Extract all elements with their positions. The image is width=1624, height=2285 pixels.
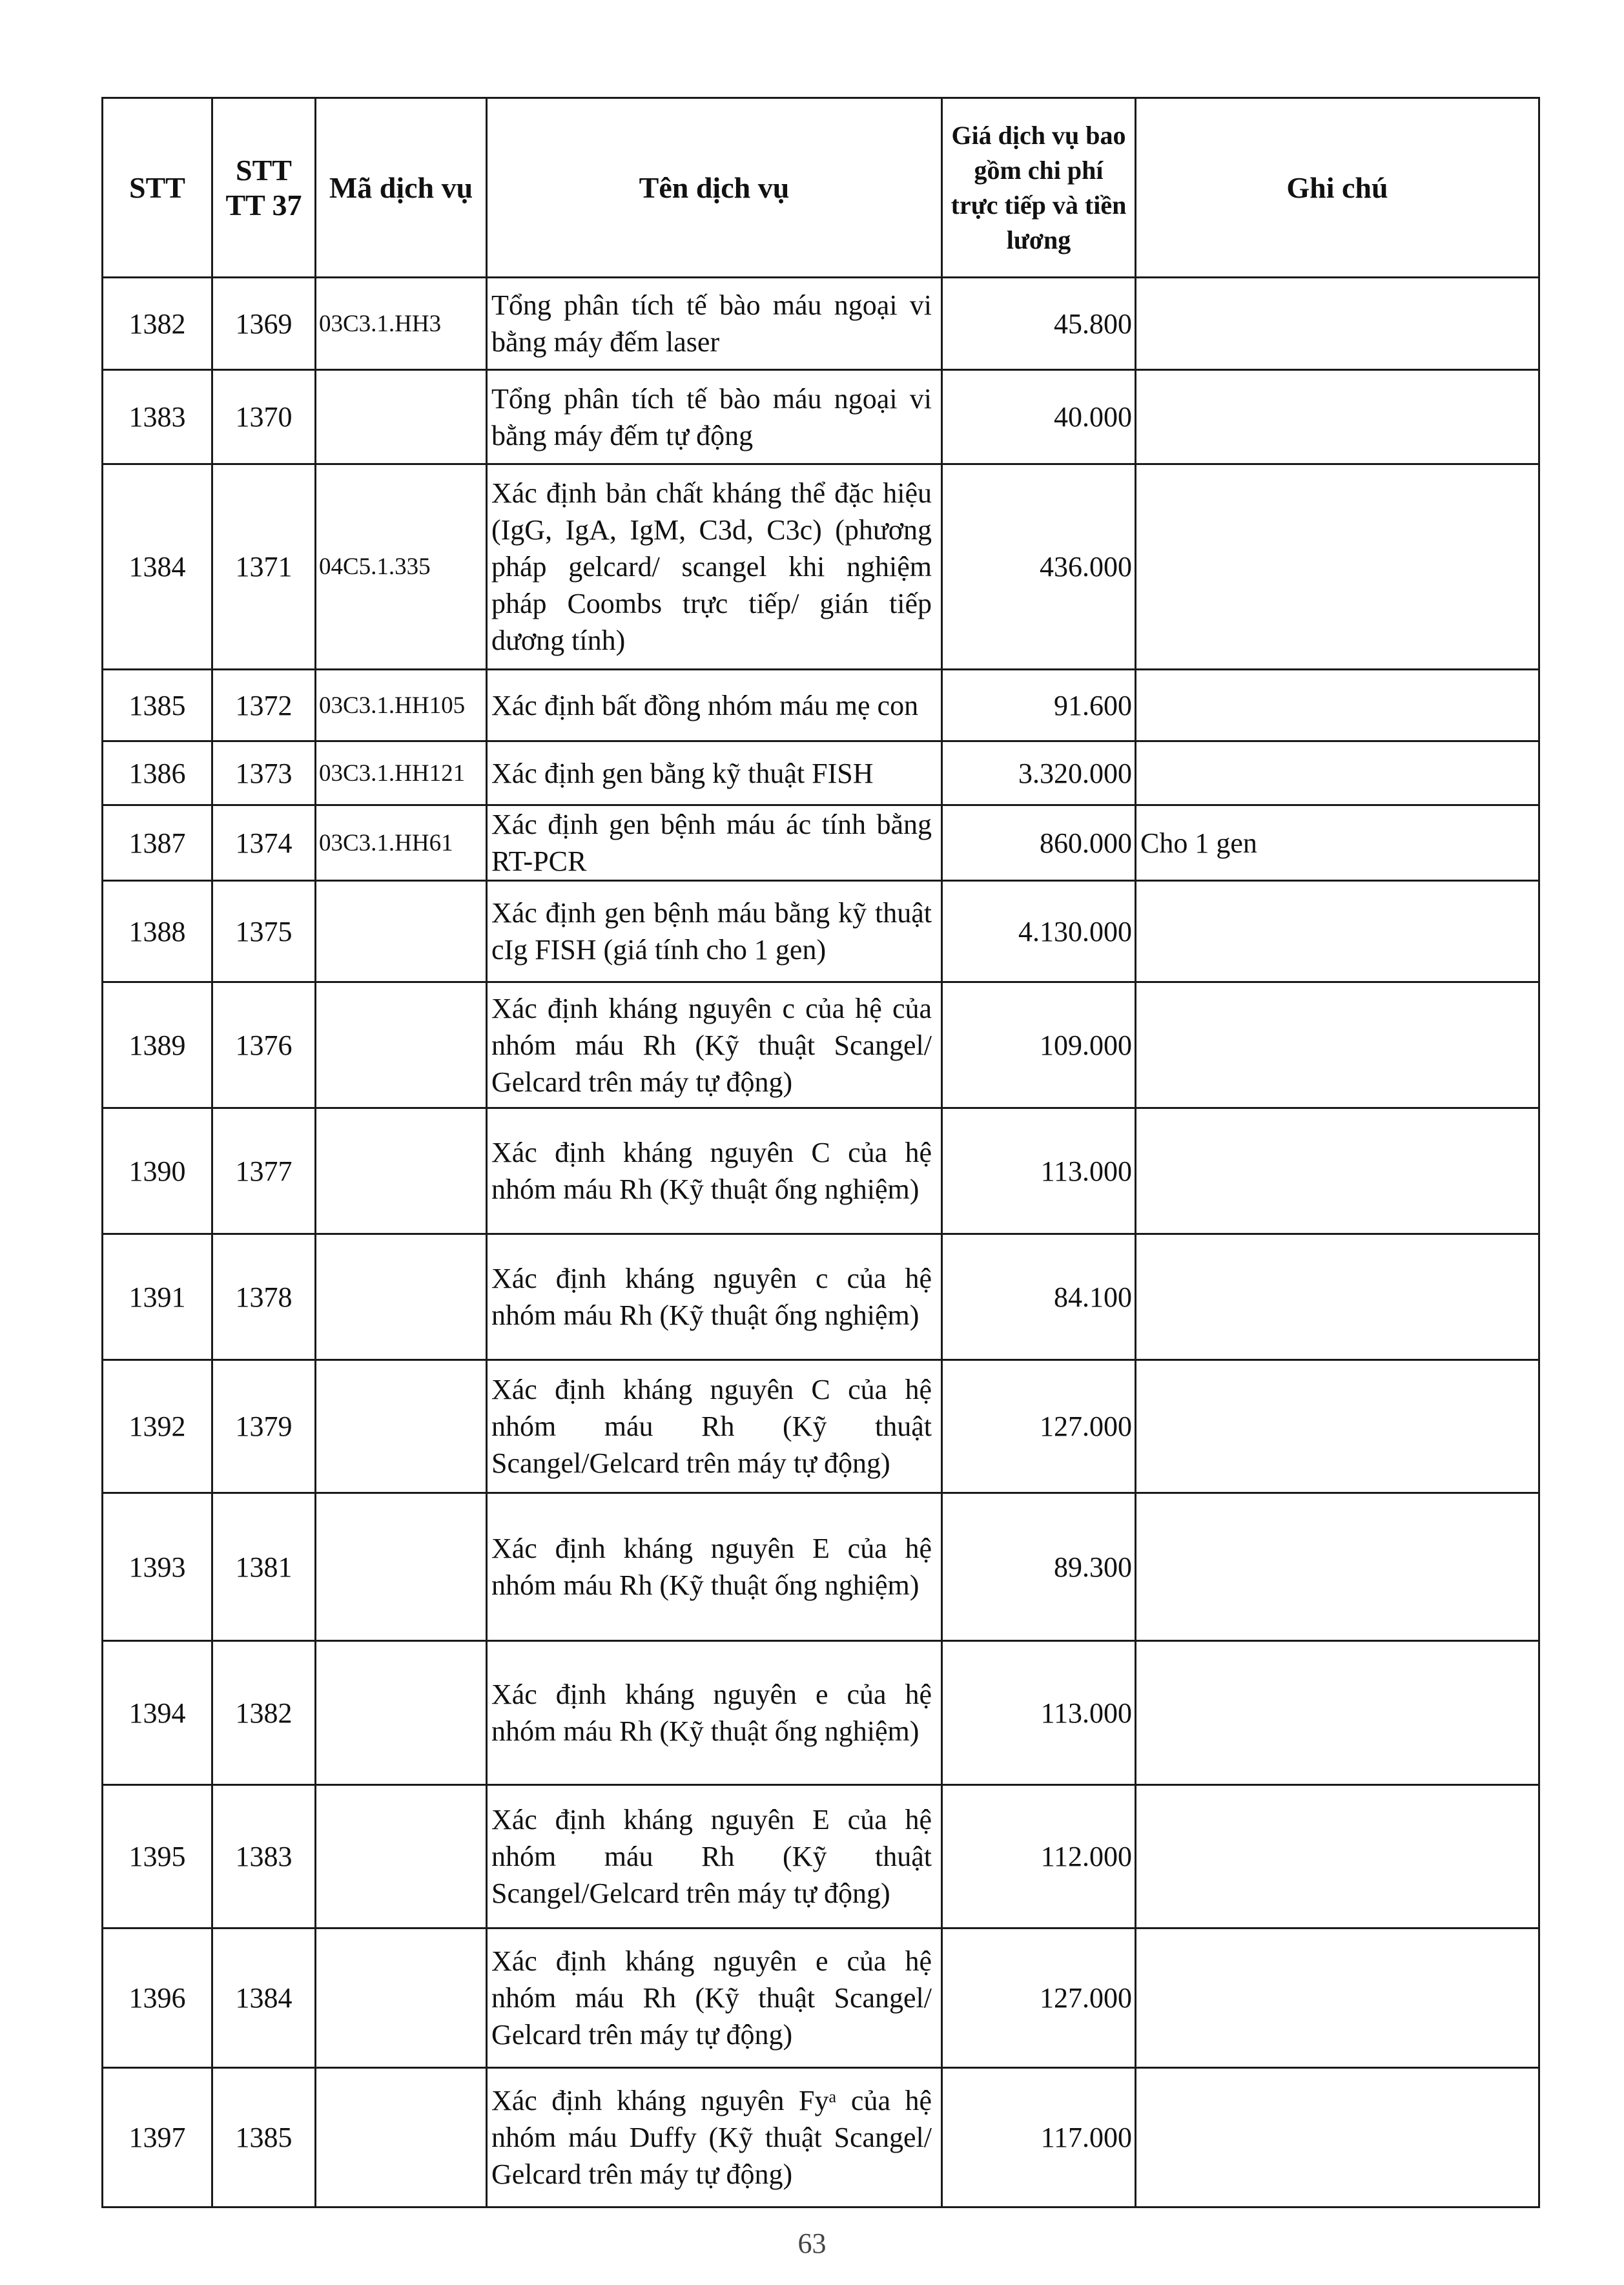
header-note: Ghi chú xyxy=(1136,98,1539,278)
row-price: 84.100 xyxy=(942,1234,1136,1360)
row-note xyxy=(1136,1785,1539,1928)
row-service-name: Tổng phân tích tế bào máu ngoại vi bằng máy đếm laser xyxy=(487,278,942,370)
row-stt-tt37: 1381 xyxy=(212,1493,316,1641)
row-service-code xyxy=(316,1108,487,1234)
table-row xyxy=(103,1785,1539,1928)
row-service-code xyxy=(316,881,487,982)
row-price: 45.800 xyxy=(942,278,1136,370)
row-price: 4.130.000 xyxy=(942,881,1136,982)
table-row xyxy=(103,370,1539,464)
row-note xyxy=(1136,370,1539,464)
header-service-name: Tên dịch vụ xyxy=(487,98,942,278)
row-service-name: Xác định kháng nguyên e của hệ nhóm máu Rh (Kỹ thuật Scangel/ Gelcard trên máy tự động) xyxy=(487,1928,942,2068)
row-stt: 1390 xyxy=(103,1108,212,1234)
row-note: Cho 1 gen xyxy=(1136,805,1539,881)
table-row xyxy=(103,1928,1539,2068)
row-price: 127.000 xyxy=(942,1360,1136,1493)
row-note xyxy=(1136,278,1539,370)
row-service-name: Xác định kháng nguyên C của hệ nhóm máu Rh (Kỹ thuật ống nghiệm) xyxy=(487,1108,942,1234)
row-service-code xyxy=(316,1360,487,1493)
row-service-code: 03C3.1.HH3 xyxy=(316,278,487,370)
row-note xyxy=(1136,1493,1539,1641)
row-stt-tt37: 1385 xyxy=(212,2068,316,2207)
row-service-code xyxy=(316,1785,487,1928)
row-service-code xyxy=(316,2068,487,2207)
row-service-name: Xác định kháng nguyên Fyᵃ của hệ nhóm máu Duffy (Kỹ thuật Scangel/ Gelcard trên máy tự động) xyxy=(487,2068,942,2207)
row-stt-tt37: 1371 xyxy=(212,464,316,670)
row-stt: 1397 xyxy=(103,2068,212,2207)
row-service-name: Xác định kháng nguyên c của hệ nhóm máu Rh (Kỹ thuật ống nghiệm) xyxy=(487,1234,942,1360)
table-row xyxy=(103,1108,1539,1234)
row-stt-tt37: 1373 xyxy=(212,741,316,805)
row-note xyxy=(1136,1234,1539,1360)
row-service-code xyxy=(316,1234,487,1360)
row-note xyxy=(1136,1641,1539,1785)
table-row xyxy=(103,278,1539,370)
row-price: 113.000 xyxy=(942,1641,1136,1785)
row-stt-tt37: 1372 xyxy=(212,670,316,741)
row-note xyxy=(1136,2068,1539,2207)
row-price: 40.000 xyxy=(942,370,1136,464)
table-row xyxy=(103,805,1539,881)
row-service-name: Xác định bản chất kháng thể đặc hiệu (IgG, IgA, IgM, C3d, C3c) (phương pháp gelcard/ scangel khi nghiệm pháp Coombs trực tiếp/ gián tiếp dương tính) xyxy=(487,464,942,670)
row-service-name: Xác định kháng nguyên E của hệ nhóm máu Rh (Kỹ thuật ống nghiệm) xyxy=(487,1493,942,1641)
table-row xyxy=(103,1493,1539,1641)
row-price: 109.000 xyxy=(942,982,1136,1108)
row-service-name: Xác định gen bệnh máu bằng kỹ thuật cIg FISH (giá tính cho 1 gen) xyxy=(487,881,942,982)
table-row xyxy=(103,1641,1539,1785)
row-stt: 1389 xyxy=(103,982,212,1108)
row-service-name: Xác định kháng nguyên e của hệ nhóm máu Rh (Kỹ thuật ống nghiệm) xyxy=(487,1641,942,1785)
row-note xyxy=(1136,1360,1539,1493)
header-row xyxy=(103,98,1539,278)
row-service-name: Xác định bất đồng nhóm máu mẹ con xyxy=(487,670,942,741)
row-stt-tt37: 1382 xyxy=(212,1641,316,1785)
table-row xyxy=(103,1360,1539,1493)
row-service-code xyxy=(316,370,487,464)
header-stt: STT xyxy=(103,98,212,278)
row-stt: 1392 xyxy=(103,1360,212,1493)
table-row xyxy=(103,2068,1539,2207)
row-stt-tt37: 1375 xyxy=(212,881,316,982)
header-stt-tt37: STT TT 37 xyxy=(212,98,316,278)
table-row xyxy=(103,741,1539,805)
row-price: 113.000 xyxy=(942,1108,1136,1234)
row-stt-tt37: 1384 xyxy=(212,1928,316,2068)
price-table xyxy=(101,97,1540,2208)
row-stt-tt37: 1378 xyxy=(212,1234,316,1360)
row-service-code: 04C5.1.335 xyxy=(316,464,487,670)
row-stt-tt37: 1376 xyxy=(212,982,316,1108)
row-price: 112.000 xyxy=(942,1785,1136,1928)
header-price: Giá dịch vụ bao gồm chi phí trực tiếp và tiền lương xyxy=(942,98,1136,278)
row-note xyxy=(1136,670,1539,741)
row-service-code: 03C3.1.HH61 xyxy=(316,805,487,881)
row-price: 860.000 xyxy=(942,805,1136,881)
row-stt: 1396 xyxy=(103,1928,212,2068)
row-stt: 1386 xyxy=(103,741,212,805)
table-row xyxy=(103,464,1539,670)
page-number: 63 xyxy=(797,2228,827,2259)
row-price: 3.320.000 xyxy=(942,741,1136,805)
header-service-code: Mã dịch vụ xyxy=(316,98,487,278)
row-service-name: Tổng phân tích tế bào máu ngoại vi bằng máy đếm tự động xyxy=(487,370,942,464)
row-price: 91.600 xyxy=(942,670,1136,741)
price-table-container xyxy=(101,97,1538,2208)
row-stt-tt37: 1377 xyxy=(212,1108,316,1234)
table-row xyxy=(103,1234,1539,1360)
row-note xyxy=(1136,881,1539,982)
row-service-code: 03C3.1.HH121 xyxy=(316,741,487,805)
row-stt: 1387 xyxy=(103,805,212,881)
row-note xyxy=(1136,982,1539,1108)
row-price: 436.000 xyxy=(942,464,1136,670)
row-stt: 1388 xyxy=(103,881,212,982)
row-stt-tt37: 1369 xyxy=(212,278,316,370)
row-price: 117.000 xyxy=(942,2068,1136,2207)
row-service-code: 03C3.1.HH105 xyxy=(316,670,487,741)
row-service-code xyxy=(316,982,487,1108)
row-service-name: Xác định kháng nguyên c của hệ của nhóm máu Rh (Kỹ thuật Scangel/ Gelcard trên máy tự động) xyxy=(487,982,942,1108)
row-note xyxy=(1136,741,1539,805)
row-stt: 1391 xyxy=(103,1234,212,1360)
row-price: 127.000 xyxy=(942,1928,1136,2068)
row-stt: 1395 xyxy=(103,1785,212,1928)
row-service-name: Xác định kháng nguyên C của hệ nhóm máu Rh (Kỹ thuật Scangel/Gelcard trên máy tự động) xyxy=(487,1360,942,1493)
table-row xyxy=(103,670,1539,741)
row-note xyxy=(1136,1108,1539,1234)
table-row xyxy=(103,881,1539,982)
row-price: 89.300 xyxy=(942,1493,1136,1641)
row-stt: 1382 xyxy=(103,278,212,370)
row-service-code xyxy=(316,1641,487,1785)
row-stt: 1383 xyxy=(103,370,212,464)
row-stt: 1393 xyxy=(103,1493,212,1641)
table-body xyxy=(103,278,1539,2207)
row-service-name: Xác định gen bằng kỹ thuật FISH xyxy=(487,741,942,805)
row-stt-tt37: 1370 xyxy=(212,370,316,464)
row-stt: 1394 xyxy=(103,1641,212,1785)
row-stt: 1385 xyxy=(103,670,212,741)
row-stt-tt37: 1383 xyxy=(212,1785,316,1928)
row-note xyxy=(1136,464,1539,670)
row-stt-tt37: 1374 xyxy=(212,805,316,881)
row-service-name: Xác định gen bệnh máu ác tính bằng RT-PCR xyxy=(487,805,942,881)
row-service-code xyxy=(316,1493,487,1641)
row-stt: 1384 xyxy=(103,464,212,670)
table-row xyxy=(103,982,1539,1108)
row-note xyxy=(1136,1928,1539,2068)
row-stt-tt37: 1379 xyxy=(212,1360,316,1493)
row-service-name: Xác định kháng nguyên E của hệ nhóm máu Rh (Kỹ thuật Scangel/Gelcard trên máy tự động) xyxy=(487,1785,942,1928)
row-service-code xyxy=(316,1928,487,2068)
